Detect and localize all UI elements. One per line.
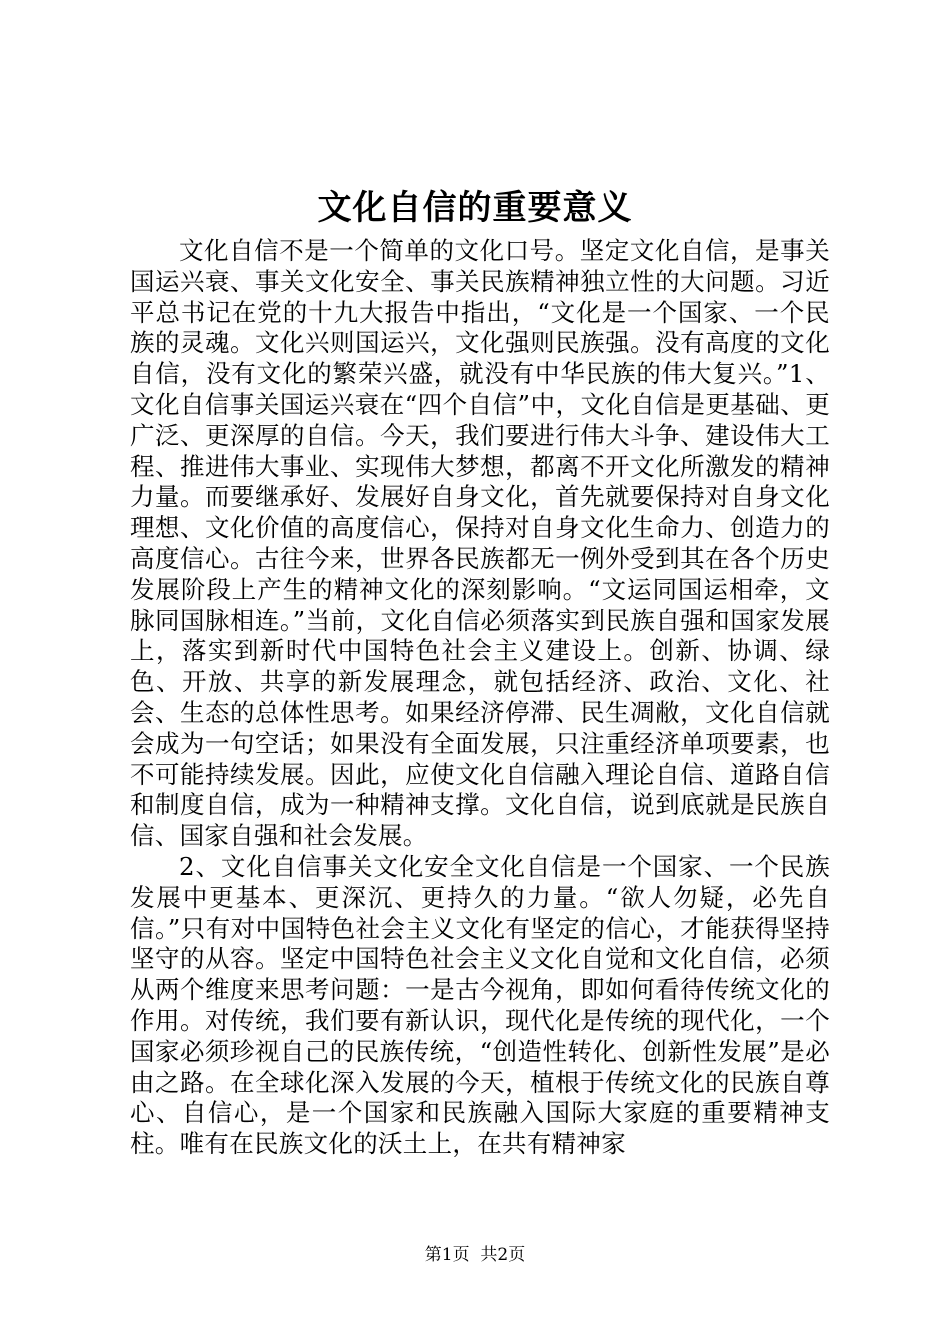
document-title: 文化自信的重要意义: [317, 188, 633, 228]
page-number: 第1页 共2页: [424, 1245, 526, 1265]
paragraph-1: 文化自信不是一个简单的文化口号。坚定文化自信，是事关国运兴衰、事关文化安全、事关民族精神独立性的大问题。习近平总书记在党的十九大报告中指出，“文化是一个国家、一个民族的灵魂。文化兴则国运兴，文化强则民族强。没有高度的文化自信，没有文化的繁荣兴盛，就没有中华民族的伟大复兴。”1、文化自信事关国运兴衰在“四个自信”中，文化自信是更基础、更广泛、更深厚的自信。今天，我们要进行伟大斗争、建设伟大工程、推进伟大事业、实现伟大梦想，都离不开文化所激发的精神力量。而要继承好、发展好自身文化，首先就要保持对自身文化理想、文化价值的高度信心，保持对自身文化生命力、创造力的高度信心。古往今来，世界各民族都无一例外受到其在各个历史发展阶段上产生的精神文化的深刻影响。“文运同国运相牵，文脉同国脉相连。”当前，文化自信必须落实到民族自强和国家发展上，落实到新时代中国特色社会主义建设上。创新、协调、绿色、开放、共享的新发展理念，就包括经济、政治、文化、社会、生态的总体性思考。如果经济停滞、民生凋敝，文化自信就会成为一句空话；如果没有全面发展，只注重经济单项要素，也不可能持续发展。因此，应使文化自信融入理论自信、道路自信和制度自信，成为一种精神支撑。文化自信，说到底就是民族自信、国家自强和社会发展。: [130, 236, 830, 851]
document-body: [130, 236, 830, 1160]
paragraph-2: 2、文化自信事关文化安全文化自信是一个国家、一个民族发展中更基本、更深沉、更持久的力量。“欲人勿疑，必先自信。”只有对中国特色社会主义文化有坚定的信心，才能获得坚持坚守的从容。坚定中国特色社会主义文化自觉和文化自信，必须从两个维度来思考问题：一是古今视角，即如何看待传统文化的作用。对传统，我们要有新认识，现代化是传统的现代化，一个国家必须珍视自己的民族传统，“创造性转化、创新性发展”是必由之路。在全球化深入发展的今天，植根于传统文化的民族自尊心、自信心，是一个国家和民族融入国际大家庭的重要精神支柱。唯有在民族文化的沃土上，在共有精神家: [130, 851, 830, 1159]
page-footer: [0, 1240, 950, 1265]
